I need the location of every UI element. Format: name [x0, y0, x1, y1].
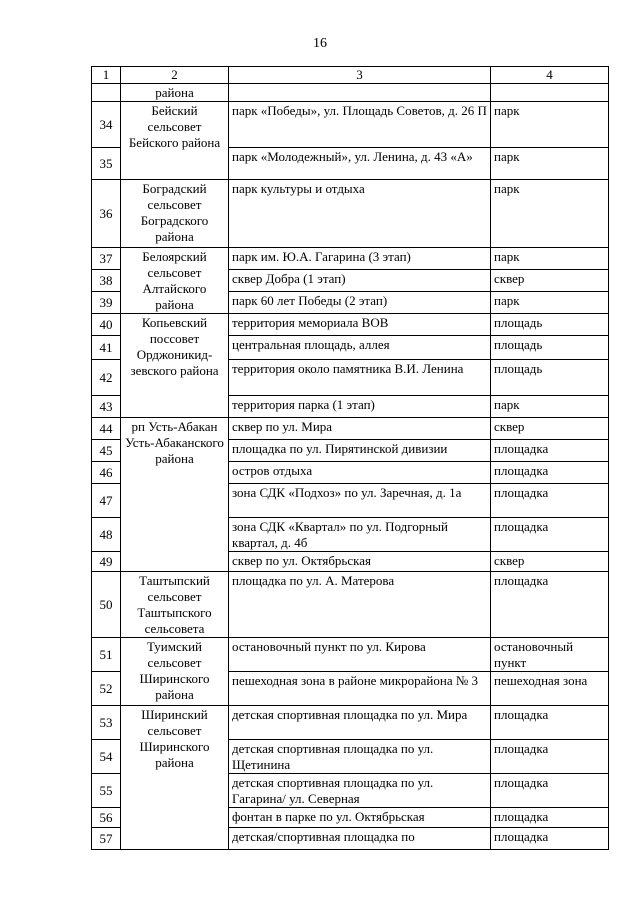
row-number-cell: 40 — [92, 314, 121, 336]
object-type-cell: площадка — [491, 484, 609, 518]
object-type-cell: площадь — [491, 360, 609, 396]
object-type-cell — [491, 84, 609, 102]
object-type-cell: сквер — [491, 552, 609, 572]
object-cell: сквер по ул. Мира — [229, 418, 491, 440]
row-number-cell: 38 — [92, 270, 121, 292]
row-number-cell: 57 — [92, 828, 121, 850]
table-row — [92, 706, 609, 740]
object-type-cell: площадь — [491, 314, 609, 336]
object-cell: остановочный пункт по ул. Кирова — [229, 638, 491, 672]
row-number-cell: 35 — [92, 148, 121, 180]
row-number-cell: 41 — [92, 336, 121, 360]
object-cell — [229, 84, 491, 102]
row-number-cell: 34 — [92, 102, 121, 148]
row-number-cell: 39 — [92, 292, 121, 314]
row-number-cell: 53 — [92, 706, 121, 740]
object-type-cell: парк — [491, 396, 609, 418]
row-number-cell: 50 — [92, 572, 121, 638]
table-row — [92, 418, 609, 440]
object-cell: фонтан в парке по ул. Октябрьская — [229, 808, 491, 828]
row-number-cell: 55 — [92, 774, 121, 808]
municipality-cell: Белоярский сельсовет Алтайского района — [121, 248, 229, 314]
object-type-cell: площадка — [491, 572, 609, 638]
object-type-cell: площадка — [491, 774, 609, 808]
object-cell: детская/спортивная площадка по — [229, 828, 491, 850]
object-type-cell: площадка — [491, 740, 609, 774]
object-type-cell: пешеходная зона — [491, 672, 609, 706]
object-cell: детская спортивная площадка по ул. Щетинина — [229, 740, 491, 774]
municipality-cell: Ширинский сельсовет Ширинского района — [121, 706, 229, 850]
object-cell: зона СДК «Квартал» по ул. Подгорный квартал, д. 4б — [229, 518, 491, 552]
object-cell: сквер по ул. Октябрьская — [229, 552, 491, 572]
object-type-cell: сквер — [491, 418, 609, 440]
row-number-cell: 37 — [92, 248, 121, 270]
object-cell: парк 60 лет Победы (2 этап) — [229, 292, 491, 314]
row-number-cell — [92, 84, 121, 102]
object-type-cell: парк — [491, 292, 609, 314]
municipality-cell: рп Усть-Абакан Усть-Абаканского района — [121, 418, 229, 572]
object-cell: парк «Молодежный», ул. Ленина, д. 43 «А» — [229, 148, 491, 180]
object-cell: парк культуры и отдыха — [229, 180, 491, 248]
row-number-cell: 51 — [92, 638, 121, 672]
table-row — [92, 314, 609, 336]
municipality-cell: Туимский сельсовет Ширинского района — [121, 638, 229, 706]
object-type-cell: парк — [491, 180, 609, 248]
row-number-cell: 44 — [92, 418, 121, 440]
object-type-cell: площадка — [491, 808, 609, 828]
municipality-cell: Копьевский поссовет Орджоникид-зевского района — [121, 314, 229, 418]
row-number-cell: 56 — [92, 808, 121, 828]
object-type-cell: парк — [491, 102, 609, 148]
object-type-cell: площадка — [491, 828, 609, 850]
object-type-cell: площадь — [491, 336, 609, 360]
page-number: 16 — [313, 36, 327, 51]
column-header: 3 — [229, 67, 491, 84]
municipality-cell: Таштыпский сельсовет Таштыпского сельсовета — [121, 572, 229, 638]
table-row-continuation — [92, 84, 609, 102]
object-cell: парк им. Ю.А. Гагарина (3 этап) — [229, 248, 491, 270]
object-cell: зона СДК «Подхоз» по ул. Заречная, д. 1а — [229, 484, 491, 518]
object-type-cell: парк — [491, 248, 609, 270]
row-number-cell: 47 — [92, 484, 121, 518]
object-type-cell: площадка — [491, 462, 609, 484]
row-number-cell: 45 — [92, 440, 121, 462]
municipality-cell: Бейский сельсовет Бейского района — [121, 102, 229, 180]
object-cell: площадка по ул. А. Матерова — [229, 572, 491, 638]
column-header: 1 — [92, 67, 121, 84]
object-cell: площадка по ул. Пирятинской дивизии — [229, 440, 491, 462]
table-row — [92, 638, 609, 672]
object-type-cell: парк — [491, 148, 609, 180]
row-number-cell: 52 — [92, 672, 121, 706]
table-row — [92, 248, 609, 270]
object-type-cell: сквер — [491, 270, 609, 292]
object-type-cell: площадка — [491, 518, 609, 552]
row-number-cell: 42 — [92, 360, 121, 396]
row-number-cell: 54 — [92, 740, 121, 774]
row-number-cell: 46 — [92, 462, 121, 484]
municipality-cell: Боградский сельсовет Боградского района — [121, 180, 229, 248]
object-cell: детская спортивная площадка по ул. Гагарина/ ул. Северная — [229, 774, 491, 808]
object-cell: территория около памятника В.И. Ленина — [229, 360, 491, 396]
row-number-cell: 49 — [92, 552, 121, 572]
object-cell: остров отдыха — [229, 462, 491, 484]
objects-table — [91, 66, 609, 850]
object-cell: территория парка (1 этап) — [229, 396, 491, 418]
object-type-cell: остановочный пункт — [491, 638, 609, 672]
object-cell: пешеходная зона в районе микрорайона № 3 — [229, 672, 491, 706]
row-number-cell: 36 — [92, 180, 121, 248]
table-header-row — [92, 67, 609, 84]
object-type-cell: площадка — [491, 706, 609, 740]
row-number-cell: 48 — [92, 518, 121, 552]
object-type-cell: площадка — [491, 440, 609, 462]
column-header: 2 — [121, 67, 229, 84]
table-row — [92, 102, 609, 148]
table-row — [92, 180, 609, 248]
row-number-cell: 43 — [92, 396, 121, 418]
object-cell: сквер Добра (1 этап) — [229, 270, 491, 292]
object-cell: центральная площадь, аллея — [229, 336, 491, 360]
column-header: 4 — [491, 67, 609, 84]
table-row — [92, 572, 609, 638]
municipality-cell: района — [121, 84, 229, 102]
object-cell: детская спортивная площадка по ул. Мира — [229, 706, 491, 740]
object-cell: территория мемориала ВОВ — [229, 314, 491, 336]
object-cell: парк «Победы», ул. Площадь Советов, д. 26 П — [229, 102, 491, 148]
